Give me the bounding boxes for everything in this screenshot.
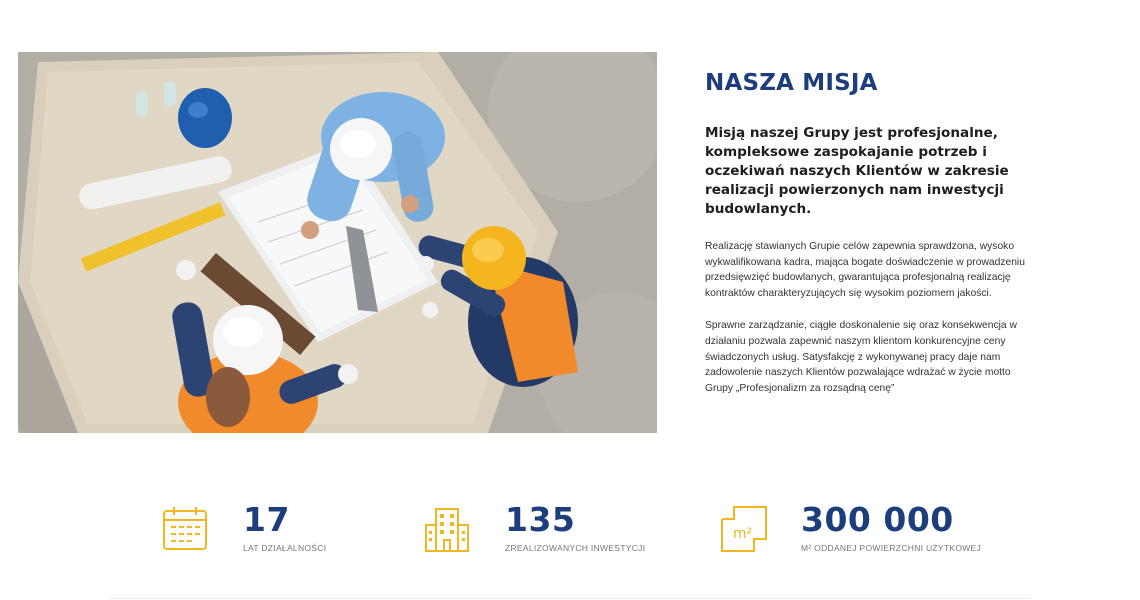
square-meter-icon-text: m²	[733, 526, 753, 542]
building-icon	[424, 505, 470, 558]
calendar-icon	[162, 505, 208, 556]
stat-area-value: 300 000	[801, 500, 954, 539]
square-meter-icon	[720, 505, 768, 558]
stat-investments-label: ZREALIZOWANYCH INWESTYCJI	[505, 543, 646, 553]
stat-area-label: M² ODDANEJ POWIERZCHNI UŻYTKOWEJ	[801, 543, 982, 553]
stat-years-label: LAT DZIAŁALNOŚCI	[243, 543, 327, 553]
mission-section	[705, 70, 1035, 413]
stat-years-value: 17	[243, 500, 290, 539]
construction-team-photo	[18, 52, 657, 433]
mission-title: NASZA MISJA	[705, 70, 878, 96]
stat-investments-value: 135	[505, 500, 576, 539]
mission-paragraph-2: Sprawne zarządzanie, ciągłe doskonalenie się oraz konsekwencja w działaniu pozwala zapewnić naszym klientom konkurencyjne ceny świadczonych usług. Satysfakcję z wykonywanej pracy daje nam zadowolenie naszych Klientów pozwalające wdrażać w życie motto Grupy „Profesjonalizm za rozsądną cenę”	[705, 320, 1017, 394]
section-divider	[110, 598, 1030, 599]
construction-photo-illustration	[18, 52, 657, 433]
mission-paragraph-1: Realizację stawianych Grupie celów zapewnia sprawdzona, wysoko wykwalifikowana kadra, mająca bogate doświadczenie w prowadzeniu przedsięwzięć budowlanych, gwarantująca profesjonalną realizację kontraktów charakteryzujących się wysokim poziomem jakości.	[705, 241, 1025, 299]
mission-lead: Misją naszej Grupy jest profesjonalne, kompleksowe zaspokajanie potrzeb i oczekiwań naszych Klientów w zakresie realizacji powierzonych nam inwestycji budowlanych.	[705, 125, 1009, 217]
